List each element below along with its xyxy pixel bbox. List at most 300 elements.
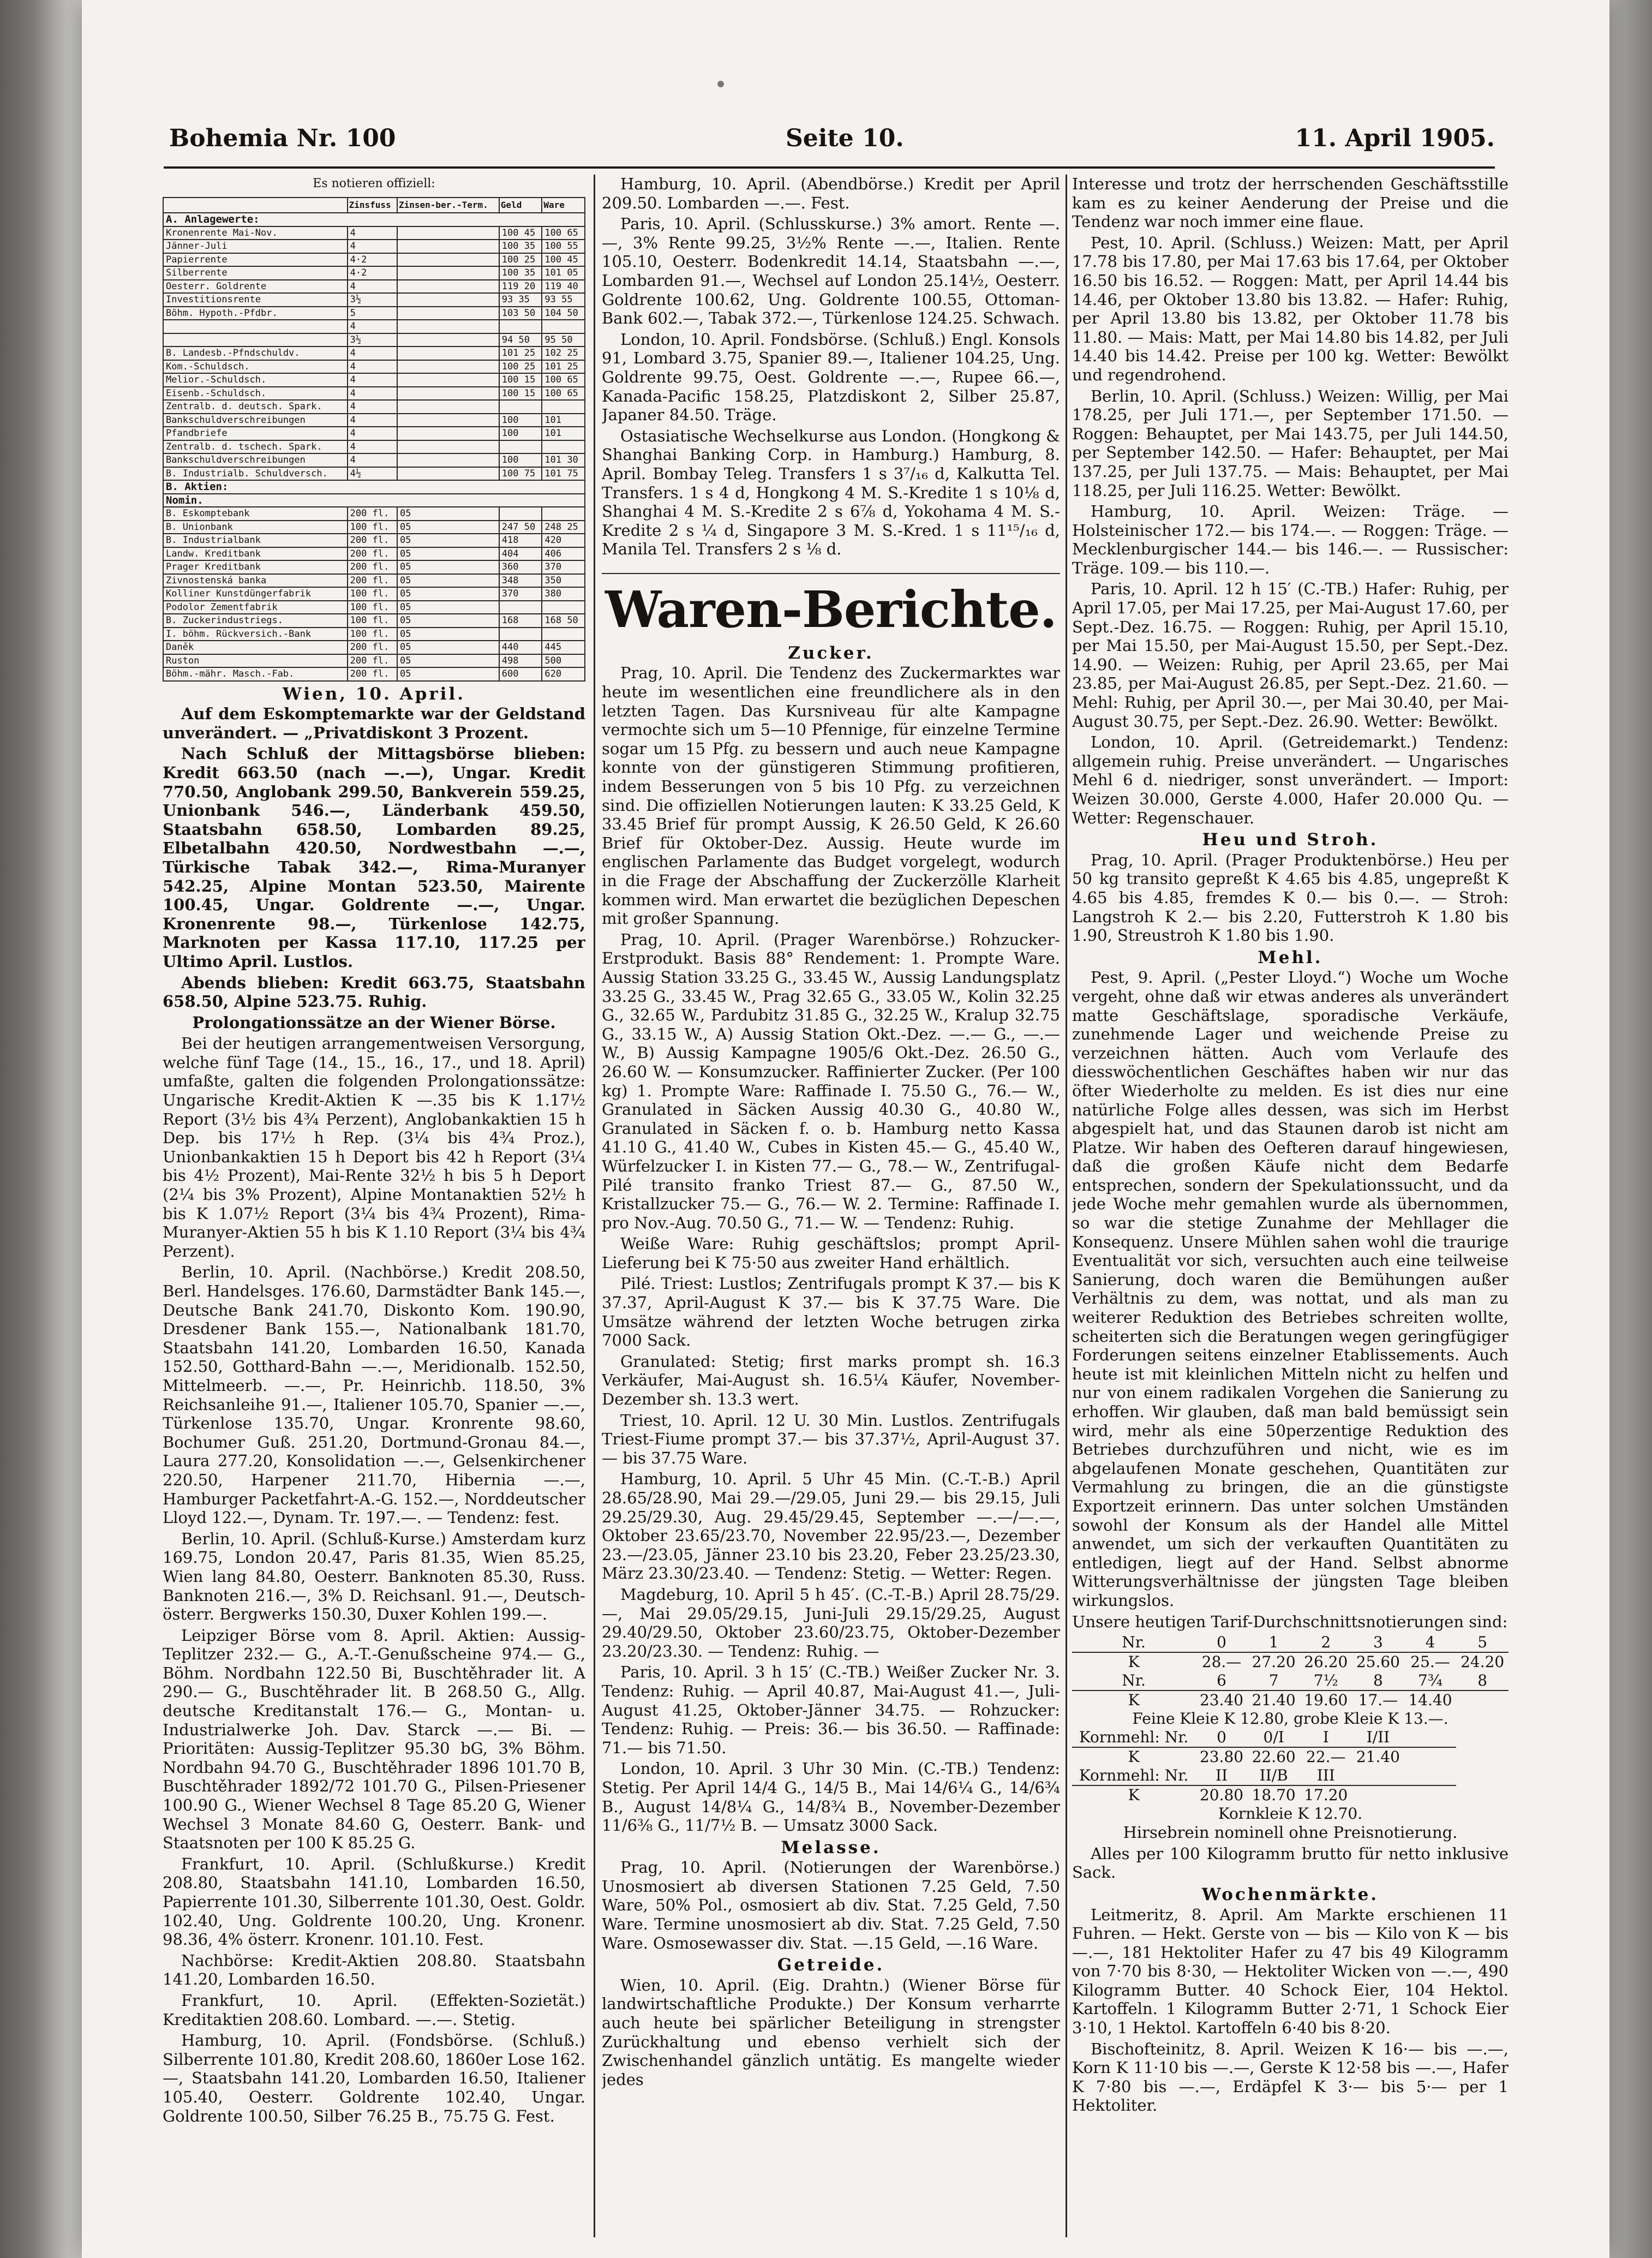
bond-term	[397, 414, 499, 427]
table-row	[163, 293, 585, 307]
bond-ask-price: 101	[542, 427, 585, 440]
bond-term	[397, 453, 499, 467]
bond-bid-price: 100	[499, 427, 542, 440]
col-head-ware: Ware	[542, 198, 585, 213]
tariff-cell: 14.40	[1404, 1690, 1457, 1710]
section-heading: Zucker.	[788, 643, 874, 663]
table-row	[163, 654, 585, 668]
tariff-cell	[1404, 1785, 1457, 1805]
section-heading: Mehl.	[1258, 947, 1323, 967]
tariff-row	[1072, 1633, 1509, 1652]
bond-rate: 4	[348, 440, 397, 454]
bond-ask-price: 101 75	[542, 467, 585, 481]
bond-bid-price: 100 25	[499, 253, 542, 267]
tariff-cell: 7	[1268, 1671, 1279, 1690]
bond-ask-price: 101 30	[542, 453, 585, 467]
column-2-commodity-text	[602, 644, 1060, 2089]
tariff-row	[1072, 1690, 1509, 1710]
share-term: 05	[397, 628, 499, 641]
bond-bid-price: 100 35	[499, 240, 542, 253]
tariff-cell: 17.—	[1352, 1690, 1404, 1710]
bond-rate: 3½	[348, 333, 397, 347]
col-head-geld: Geld	[499, 198, 542, 213]
column-3-text	[1072, 175, 1509, 1631]
share-security-name: Zivnostenská banka	[163, 574, 348, 588]
bond-security-name: Bankschuldverschreibungen	[163, 453, 348, 467]
table-row	[163, 333, 585, 347]
news-paragraph: Paris, 10. April. 3 h 15′ (C.-TB.) Weißer Zucker Nr. 3. Tendenz: Ruhig. — April 40.87, Mai-August 41.—, Juli-August 41.25, Oktober-Jänner 34.75. — Rohzucker: Tendenz: Ruhig. — Preis: 36.— bis 36.50. — Raffinade: 71.— bis 71.50.	[602, 1663, 1060, 1757]
bond-security-name: Papierrente	[163, 253, 348, 267]
share-bid-price	[499, 507, 542, 521]
share-bid-price	[499, 628, 542, 641]
bond-security-name: Zentralb. d. deutsch. Spark.	[163, 400, 348, 414]
bond-term	[397, 400, 499, 414]
bond-rate: 4	[348, 347, 397, 360]
share-rate: 100 fl.	[348, 587, 397, 601]
share-ask-price: 500	[542, 654, 585, 668]
tariff-cell: 25.—	[1404, 1652, 1457, 1671]
securities-table-body	[163, 213, 585, 681]
bond-term	[397, 307, 499, 320]
share-ask-price: 445	[542, 641, 585, 654]
tariff-cell: 4	[1425, 1633, 1435, 1652]
share-rate: 100 fl.	[348, 521, 397, 534]
share-ask-price	[542, 628, 585, 641]
table-row	[163, 614, 585, 628]
bond-bid-price	[499, 440, 542, 454]
news-paragraph: Prag, 10. April. (Prager Warenbörse.) Rohzucker-Erstprodukt. Basis 88° Rendement: 1. Prompte Ware. Aussig Station 33.25 G., 33.45 W., Aussig Landungsplatz 33.25 G., 33.45 W., Prag 32.65 G., 33.05 W., Kolin 32.25 G., 32.65 W., Pardubitz 31.85 G., 32.25 W., Kralup 32.75 G., 33.15 W., A) Aussig Station Okt.-Dez. —.— G., —.— W., B) Aussig Kampagne 1905/6 Okt.-Dez. 26.50 G., 26.60 W. — Konsumzucker. Raffinierter Zucker. (Per 100 kg) 1. Prompte Ware: Raffinade I. 75.50 G., 76.— W., Granulated in Säcken Aussig 40.30 G., 40.80 W., Granulated in Säcken f. o. b. Hamburg netto Kassa 41.10 G., 41.40 W., Cubes in Kisten 45.— G., 45.40 W., Würfelzucker I. in Kisten 77.— G., 78.— W., Zentrifugal-Pilé transito franko Triest 87.— G., 87.50 W., Kristallzucker 75.— G., 76.— W. 2. Termine: Raffinade I. pro Nov.-Aug. 70.50 G., 71.— W. — Tendenz: Ruhig.	[602, 930, 1060, 1232]
bond-rate: 5	[348, 307, 397, 320]
bond-security-name: Bankschuldverschreibungen	[163, 414, 348, 427]
share-security-name: Podolor Zementfabrik	[163, 601, 348, 614]
table-row	[163, 574, 585, 588]
tariff-cell: 6	[1217, 1671, 1226, 1690]
tariff-cell: 17.20	[1300, 1785, 1352, 1805]
news-paragraph: Paris, 10. April. 12 h 15′ (C.-TB.) Hafer: Ruhig, per April 17.05, per Mai 17.25, per Mai-August 17.60, per Sept.-Dez. 16.75. — Roggen: Ruhig, per April 15.10, per Mai 15.50, per Mai-August 15.50, per Sept.-Dez. 14.90. — Weizen: Ruhig, per April 23.65, per Mai 23.85, per Mai-August 26.85, per Sept.-Dez. 21.60. — Mehl: Ruhig, per April 30.—, per Mai 30.40, per Mai-August 30.75, per Sept.-Dez. 26.90. Wetter: Bewölkt.	[1072, 580, 1509, 731]
column-2	[602, 175, 1060, 2237]
section-heading: Melasse.	[781, 1837, 881, 1857]
share-rate: 200 fl.	[348, 547, 397, 561]
bond-ask-price: 101 05	[542, 266, 585, 280]
bond-rate: 4	[348, 414, 397, 427]
tariff-cell: Kornkleie K 12.70.	[1218, 1805, 1363, 1823]
tariff-cell: 28.—	[1195, 1652, 1248, 1671]
news-paragraph: Triest, 10. April. 12 U. 30 Min. Lustlos. Zentrifugals Triest-Fiume prompt 37.— bis 37.37½, April-August 37.— bis 37.75 Ware.	[602, 1411, 1060, 1467]
column-rule-2	[1066, 175, 1067, 2237]
share-security-name: B. Eskomptebank	[163, 507, 348, 521]
bond-bid-price: 100 35	[499, 266, 542, 280]
news-paragraph: Paris, 10. April. (Schlusskurse.) 3% amort. Rente —.—, 3% Rente 99.25, 3½% Rente —.—, Italien. Rente 105.10, Oesterr. Bodenkredit 14.14, Staatsbahn —.—, Lombarden 91.—, Wechsel auf London 25.14½, Oesterr. Goldrente 100.62, Ung. Goldrente 100.55, Ottoman-Bank 602.—, Tabak 372.—, Türkenlose 124.25. Schwach.	[602, 214, 1060, 328]
bond-ask-price: 100 65	[542, 226, 585, 240]
table-subhead-row	[163, 494, 585, 507]
bond-term	[397, 253, 499, 267]
tariff-cell: 2	[1321, 1633, 1331, 1652]
table-row	[163, 601, 585, 614]
tariff-cell: 1	[1268, 1633, 1279, 1652]
table-row	[163, 320, 585, 333]
bond-term	[397, 373, 499, 387]
tariff-cell: Kornmehl: Nr.	[1079, 1766, 1189, 1785]
bond-bid-price: 100 75	[499, 467, 542, 481]
tariff-cell: 27.20	[1248, 1652, 1300, 1671]
share-ask-price: 248 25	[542, 521, 585, 534]
table-header-row	[163, 198, 585, 213]
table-row	[163, 414, 585, 427]
bond-rate: 4	[348, 280, 397, 294]
news-paragraph: Hamburg, 10. April. Weizen: Träge. — Holsteinischer 172.— bis 174.—. — Roggen: Träge. — Mecklenburgischer 144.— bis 146.—. — Russischer: Träge. 109.— bis 110.—.	[1072, 502, 1509, 577]
bond-rate: 4	[348, 453, 397, 467]
share-term: 05	[397, 560, 499, 574]
bond-rate: 4	[348, 360, 397, 374]
share-term: 05	[397, 601, 499, 614]
bond-rate: 4·2	[348, 253, 397, 267]
bond-term	[397, 427, 499, 440]
table-row	[163, 440, 585, 454]
bond-bid-price	[499, 320, 542, 333]
bond-security-name: Melior.-Schuldsch.	[163, 373, 348, 387]
share-rate: 200 fl.	[348, 574, 397, 588]
share-bid-price: 498	[499, 654, 542, 668]
news-paragraph: Hirsebrein nominell ohne Preisnotierung.	[1123, 1823, 1458, 1842]
tariff-row	[1072, 1805, 1509, 1823]
section-a-heading: A. Anlagewerte:	[163, 213, 585, 226]
section-heading: Wochenmärkte.	[1201, 1884, 1379, 1904]
share-security-name: Ruston	[163, 654, 348, 668]
bond-security-name: B. Landesb.-Pfndschuldv.	[163, 347, 348, 360]
tariff-cell	[1352, 1785, 1404, 1805]
tariff-cell: I/II	[1366, 1728, 1390, 1747]
table-row	[163, 307, 585, 320]
bond-bid-price: 101 25	[499, 347, 542, 360]
tariff-cell	[1456, 1690, 1509, 1710]
bond-security-name: Investitionsrente	[163, 293, 348, 307]
share-term: 05	[397, 614, 499, 628]
bond-bid-price: 103 50	[499, 307, 542, 320]
bond-security-name	[163, 320, 348, 333]
news-paragraph: Bischofteinitz, 8. April. Weizen K 16·— bis —.—, Korn K 11·10 bis —.—, Gerste K 12·58 bis —.—, Hafer K 7·80 bis —.—, Erdäpfel K 3·— bis 5·— per 1 Hektoliter.	[1072, 2039, 1509, 2115]
news-paragraph: London, 10. April. 3 Uhr 30 Min. (C.-TB.) Tendenz: Stetig. Per April 14/4 G., 14/5 B., Mai 14/6¼ G., 14/6¾ B., August 14/8¼ G., 14/8¾ B., November-Dezember 11/6⅜ G., 11/7½ B. — Umsatz 3000 Sack.	[602, 1759, 1060, 1835]
news-paragraph: Prag, 10. April. Die Tendenz des Zuckermarktes war heute im wesentlichen eine freundlichere als in den letzten Tagen. Das Kursniveau für alte Kampagne vermochte sich um 5—10 Pfennige, für einzelne Termine sogar um 15 Pfg. zu bessern und auch neue Kampagne konnte von der günstigeren Stimmung profitieren, indem Besserungen von 5 bis 10 Pfg. zu verzeichnen sind. Die offiziellen Notierungen lauten: K 33.25 Geld, K 33.45 Brief für prompt Aussig, K 26.50 Geld, K 26.60 Brief für Oktober-Dez. Aussig. Heute wurde im englischen Parlamente das Budget vorgelegt, wodurch in die Frage der Abschaffung der Zuckerzölle Klarheit kommen wird. Man erwartet die bezüglichen Depeschen mit großer Spannung.	[602, 664, 1060, 928]
table-row	[163, 560, 585, 574]
tariff-cell: K	[1072, 1747, 1195, 1766]
bond-term	[397, 293, 499, 307]
tariff-cell: 22.60	[1248, 1747, 1300, 1766]
share-term: 05	[397, 534, 499, 547]
tariff-cell: 20.80	[1195, 1785, 1248, 1805]
table-row	[163, 373, 585, 387]
table-row	[163, 226, 585, 240]
table-row	[163, 587, 585, 601]
share-security-name: Landw. Kreditbank	[163, 547, 348, 561]
news-paragraph: Pest, 9. April. („Pester Lloyd.“) Woche um Woche vergeht, ohne daß wir etwas anderes als unverändert matte Geschäftslage, sporadische Verkäufe, zunehmende Lager und weichende Preise zu verzeichnen hätten. Auch vom Verlaufe des diesswöchentlichen Geschäftes haben wir nur das öfter Wiederholte zu melden. Es ist dies nur eine natürliche Folge alles dessen, was sich im Herbst abgespielt hat, und das Staunen darob ist nicht am Platze. Wir haben des Oefteren darauf hingewiesen, daß die großen Käufe nicht dem Bedarfe entsprechen, sondern der Spekulationssucht, und da jede Woche mehr gemahlen wurde als übernommen, so war die stetige Zunahme der Mehllager die Konsequenz. Unsere Mühlen sahen wohl die traurige Eventualität vor sich, versuchten auch eine teilweise Sanierung, doch waren die Bemühungen außer Verhältnis zu dem, was nottat, und als man zu weiterer Reduktion des Betriebes schreiten wollte, scheiterten sich die Beratungen wegen geringfügiger Forderungen seitens einzelner Etablissements. Auch heute ist mit kleinlichen Mitteln nicht zu helfen und nur von einem radikalen Vorgehen die Sanierung zu erhoffen. Wir glauben, daß man bald bemüssigt sein wird, mehr als eine 50perzentige Reduktion des Betriebes durchzuführen und nicht, wie es im abgelaufenen Monate geschehen, Quantitäten zur Vermahlung zu bringen, die an die günstigste Exportzeit erinnern. Das unter solchen Umständen sowohl der Konsum als der Handel alle Mittel anwendet, um sich der verkauften Quantitäten zu entledigen, liegt auf der Hand. Selbst abnorme Witterungsverhältnisse der jüngsten Tage bleiben wirkungslos.	[1072, 968, 1509, 1610]
table-row	[163, 534, 585, 547]
bond-ask-price: 102 25	[542, 347, 585, 360]
news-paragraph: Hamburg, 10. April. (Fondsbörse. (Schluß.) Silberrente 101.80, Kredit 208.60, 1860er Lose 162.—, Staatsbahn 141.20, Lombarden 16.50, Italiener 105.40, Oesterr. Goldrente 102.40, Ungar. Goldrente 100.50, Silber 76.25 B., 75.75 G. Fest.	[163, 2031, 585, 2125]
table-subhead-row	[163, 480, 585, 494]
bond-security-name: B. Industrialb. Schuldversch.	[163, 467, 348, 481]
bond-security-name: Eisenb.-Schuldsch.	[163, 387, 348, 401]
table-row	[163, 360, 585, 374]
bond-bid-price	[499, 400, 542, 414]
share-rate: 200 fl.	[348, 667, 397, 681]
table-row	[163, 628, 585, 641]
tariff-table	[1072, 1633, 1509, 1823]
section-heading: Wien, 10. April.	[282, 684, 466, 704]
news-paragraph: London, 10. April. (Getreidemarkt.) Tendenz: allgemein ruhig. Preise unverändert. — Ungarisches Mehl 6 d. niedriger, sonst unverändert. — Import: Weizen 30.000, Gerste 4.000, Hafer 20.000 Qu. — Wetter: Regenschauer.	[1072, 733, 1509, 827]
bond-rate: 4	[348, 226, 397, 240]
share-ask-price: 168 50	[542, 614, 585, 628]
news-paragraph: Leitmeritz, 8. April. Am Markte erschienen 11 Fuhren. — Hekt. Gerste von — bis — Kilo von K — bis —.—, 181 Hektoliter Hafer zu 47 bis 49 Kilogramm von 7·70 bis 8·30, — Hektoliter Wicken von —.—, 490 Kilogramm Butter. 40 Schock Eier, 104 Hektol. Kartoffeln. 1 Kilogramm Butter 2·71, 1 Schock Eier 3·10, 1 Hektol. Kartoffeln 6·40 bis 8·20.	[1072, 1905, 1509, 2038]
share-ask-price: 370	[542, 560, 585, 574]
bond-bid-price: 100 25	[499, 360, 542, 374]
bond-term	[397, 280, 499, 294]
bond-ask-price: 93 55	[542, 293, 585, 307]
tariff-cell: 18.70	[1248, 1785, 1300, 1805]
table-row	[163, 266, 585, 280]
bond-rate: 4	[348, 373, 397, 387]
tariff-cell: Feine Kleie K 12.80, grobe Kleie K 13.—.	[1132, 1710, 1449, 1728]
bond-security-name: Kom.-Schuldsch.	[163, 360, 348, 374]
tariff-cell: 21.40	[1248, 1690, 1300, 1710]
share-security-name: B. Industrialbank	[163, 534, 348, 547]
bond-security-name: Silberrente	[163, 266, 348, 280]
header-rule	[164, 166, 1495, 169]
bond-rate: 4	[348, 320, 397, 333]
column-rule-1	[594, 175, 595, 2237]
share-rate: 100 fl.	[348, 614, 397, 628]
tariff-cell: K	[1072, 1785, 1195, 1805]
share-bid-price: 440	[499, 641, 542, 654]
share-term: 05	[397, 547, 499, 561]
share-security-name: I. böhm. Rückversich.-Bank	[163, 628, 348, 641]
share-term: 05	[397, 521, 499, 534]
bond-bid-price: 100	[499, 414, 542, 427]
bond-term	[397, 333, 499, 347]
table-row	[163, 427, 585, 440]
bond-ask-price: 101	[542, 414, 585, 427]
bond-rate: 3½	[348, 293, 397, 307]
bond-term	[397, 240, 499, 253]
tariff-cell	[1352, 1766, 1404, 1785]
news-paragraph: Pest, 10. April. (Schluss.) Weizen: Matt, per April 17.78 bis 17.80, per Mai 17.63 bis 17.64, per Oktober 16.50 bis 16.52. — Roggen: Matt, per April 14.44 bis 14.46, per Oktober 13.80 bis 13.82. — Hafer: Ruhig, per April 13.80 bis 13.82, per Oktober 11.78 bis 11.80. — Mais: Matt, per Mai 14.80 bis 14.82, per Juli 14.40 bis 14.42. Preise per 100 kg. Wetter: Bewölkt und regendrohend.	[1072, 233, 1509, 384]
tariff-row	[1072, 1710, 1509, 1728]
share-rate: 200 fl.	[348, 560, 397, 574]
share-bid-price: 600	[499, 667, 542, 681]
bond-rate: 4·2	[348, 266, 397, 280]
share-security-name: B. Unionbank	[163, 521, 348, 534]
column-1-text	[163, 685, 585, 2126]
news-paragraph: Prag, 10. April. (Prager Produktenbörse.) Heu per 50 kg transito gepreßt K 4.65 bis 4.85, ungepreßt K 4.65 bis 4.85, fremdes K 0.— bis 0.—. — Stroh: Langstroh K 2.— bis 2.20, Futterstroh K 1.80 bis 1.90, Streustroh K 1.80 bis 1.90.	[1072, 850, 1509, 945]
bond-ask-price	[542, 400, 585, 414]
bond-ask-price: 100 45	[542, 253, 585, 267]
news-paragraph: Frankfurt, 10. April. (Effekten-Sozietät.) Kreditaktien 208.60. Lombard. —.—. Stetig.	[163, 1991, 585, 2029]
news-paragraph: Berlin, 10. April. (Schluß-Kurse.) Amsterdam kurz 169.75, London 20.47, Paris 81.35, Wien 85.25, Wien lang 84.80, Oesterr. Banknoten 85.30, Russ. Banknoten 216.—, 3% D. Reichsanl. 91.—, Deutsch-österr. Bergwerks 150.30, Duxer Kohlen 199.—.	[163, 1529, 585, 1624]
bond-ask-price	[542, 320, 585, 333]
tariff-cell: 0	[1217, 1728, 1226, 1747]
tariff-cell: 23.40	[1195, 1690, 1248, 1710]
paper-hole	[717, 81, 724, 87]
share-ask-price: 350	[542, 574, 585, 588]
bond-bid-price: 100	[499, 453, 542, 467]
news-paragraph: Wien, 10. April. (Eig. Drahtn.) (Wiener Börse für landwirtschaftliche Produkte.) Der Konsum verharrte auch heute bei spärlicher Beteiligung in strengster Zurückhaltung und ebenso verhielt sich der Zwischenhandel gänzlich untätig. Es mangelte wieder jedes	[602, 1975, 1060, 2089]
tariff-cell: 19.60	[1300, 1690, 1352, 1710]
bond-security-name: Böhm. Hypoth.-Pfdbr.	[163, 307, 348, 320]
tariff-row	[1072, 1766, 1509, 1785]
share-security-name: Daněk	[163, 641, 348, 654]
share-rate: 200 fl.	[348, 641, 397, 654]
table-row	[163, 387, 585, 401]
share-ask-price	[542, 507, 585, 521]
news-paragraph: Auf dem Eskomptemarkte war der Geldstand unverändert. — „Privatdiskont 3 Prozent.	[163, 704, 585, 742]
bond-security-name: Pfandbriefe	[163, 427, 348, 440]
news-paragraph: Hamburg, 10. April. (Abendbörse.) Kredit per April 209.50. Lombarden —.—. Fest.	[602, 175, 1060, 212]
bond-bid-price: 93 35	[499, 293, 542, 307]
bond-term	[397, 467, 499, 481]
tariff-cell: 3	[1373, 1633, 1383, 1652]
bond-term	[397, 440, 499, 454]
section-heading: Heu und Stroh.	[1202, 830, 1379, 850]
bond-bid-price: 119 20	[499, 280, 542, 294]
share-term: 05	[397, 574, 499, 588]
share-bid-price: 418	[499, 534, 542, 547]
table-row	[163, 507, 585, 521]
news-paragraph: Unsere heutigen Tarif-Durchschnittsnotierungen sind:	[1072, 1612, 1508, 1631]
bond-rate: 4	[348, 427, 397, 440]
waren-berichte-title: Waren-Berichte.	[605, 580, 1057, 639]
share-term: 05	[397, 641, 499, 654]
table-row	[163, 347, 585, 360]
tariff-cell	[1404, 1766, 1457, 1785]
bond-term	[397, 347, 499, 360]
running-header	[169, 124, 1495, 163]
share-ask-price: 620	[542, 667, 585, 681]
share-rate: 100 fl.	[348, 628, 397, 641]
table-row	[163, 280, 585, 294]
bond-ask-price	[542, 440, 585, 454]
share-bid-price: 360	[499, 560, 542, 574]
bond-term	[397, 266, 499, 280]
share-bid-price: 247 50	[499, 521, 542, 534]
news-paragraph: Berlin, 10. April. (Schluss.) Weizen: Willig, per Mai 178.25, per Juli 171.—, per September 171.50. — Roggen: Behauptet, per Mai 143.75, per Juli 144.50, per September 142.50. — Hafer: Behauptet, per Mai 137.25, per Juli 137.75. — Mais: Behauptet, per Mai 118.25, per Juli 116.25. Wetter: Bewölkt.	[1072, 386, 1509, 500]
tariff-cell: Kornmehl: Nr.	[1079, 1728, 1189, 1747]
bond-security-name: Kronenrente Mai-Nov.	[163, 226, 348, 240]
share-bid-price: 404	[499, 547, 542, 561]
share-rate: 200 fl.	[348, 654, 397, 668]
bond-term	[397, 226, 499, 240]
bond-rate: 4½	[348, 467, 397, 481]
share-rate: 200 fl.	[348, 507, 397, 521]
col-head-zinsfuss: Zinsfuss	[348, 198, 397, 213]
share-ask-price	[542, 601, 585, 614]
bond-ask-price: 100 55	[542, 240, 585, 253]
tariff-cell: 7½	[1313, 1671, 1338, 1690]
news-paragraph: Ostasiatische Wechselkurse aus London. (Hongkong & Shanghai Banking Corp. in Hamburg.) Hamburg, 8. April. Bombay Teleg. Transfers 1 s 3⁷/₁₆ d, Kalkutta Tel. Transfers. 1 s 4 d, Hongkong 4 M. S.-Kredite 1 s 10⅛ d, Shanghai 4 M. S.-Kredite 2 s 6⅞ d, Yokohama 4 M. S.-Kredite 2 s ¼ d, Singapore 3 M. S.-Kred. 1 s 11¹⁵/₁₆ d, Manila Tel. Transfers 2 s ⅛ d.	[602, 426, 1060, 559]
column-1	[163, 175, 585, 2237]
share-ask-price: 406	[542, 547, 585, 561]
news-paragraph: Abends blieben: Kredit 663.75, Staatsbahn 658.50, Alpine 523.75. Ruhig.	[163, 973, 585, 1011]
news-paragraph: Nach Schluß der Mittagsbörse blieben: Kredit 663.50 (nach —.—), Ungar. Kredit 770.50, Anglobank 299.50, Bankverein 559.25, Unionbank 546.—, Länderbank 459.50, Staatsbahn 658.50, Lombarden 89.25, Elbetalbahn 420.50, Nordwestbahn —.—, Türkische Tabak 342.—, Rima-Muranyer 542.25, Alpine Montan 523.50, Mairente 100.45, Ungar. Goldrente —.—, Ungar. Kronenrente 98.—, Türkenlose 142.75, Marknoten per Kassa 117.10, 117.25 per Ultimo April. Lustlos.	[163, 744, 585, 971]
news-paragraph: Berlin, 10. April. (Nachbörse.) Kredit 208.50, Berl. Handelsges. 176.60, Darmstädter Bank 145.—, Deutsche Bank 241.70, Diskonto Kom. 190.90, Dresdener Bank 155.—, Nationalbank 181.70, Staatsbahn 141.20, Lombarden 16.50, Kanada 152.50, Gotthard-Bahn —.—, Meridionalb. 152.50, Mittelmeerb. —.—, Pr. Heinrichb. 118.50, 3% Reichsanleihe 91.—, Italiener 105.70, Spanier —.—, Türkenlose 135.70, Ungar. Kronrente 98.60, Bochumer Guß. 251.20, Dortmund-Gronau 84.—, Laura 277.20, Konsolidation —.—, Gelsenkirchener 220.50, Harpener 211.70, Hibernia —.—, Hamburger Packetfahrt-A.-G. 152.—, Norddeutscher Lloyd 122.—, Dynam. Tr. 197.—. — Tendenz: fest.	[163, 1263, 585, 1527]
news-paragraph: Magdeburg, 10. April 5 h 45′. (C.-T.-B.) April 28.75/29.—, Mai 29.05/29.15, Juni-Juli 29.15/29.25, August 29.40/29.50, Oktober 23.60/23.75, Oktober-Dezember 23.20/23.30. — Tendenz: Ruhig. —	[602, 1585, 1060, 1660]
bond-security-name: Oesterr. Goldrente	[163, 280, 348, 294]
table-caption: Es notieren offiziell:	[313, 177, 435, 190]
col-head-name	[163, 198, 348, 213]
news-paragraph: London, 10. April. Fondsbörse. (Schluß.) Engl. Konsols 91, Lombard 3.75, Spanier 89.—, Italiener 104.25, Ung. Goldrente 99.75, Oest. Goldrente —.—, Rupee 66.—, Kanada-Pacific 158.25, Platzdiskont 2, Silber 25.87, Japaner 84.50. Träge.	[602, 330, 1060, 425]
column-3	[1072, 175, 1509, 2237]
header-journal: Bohemia Nr. 100	[169, 124, 396, 152]
tariff-cell: 26.20	[1300, 1652, 1352, 1671]
tariff-cell: 8	[1373, 1671, 1383, 1690]
share-term: 05	[397, 654, 499, 668]
tariff-cell: Nr.	[1122, 1633, 1146, 1652]
share-security-name: Böhm.-mähr. Masch.-Fab.	[163, 667, 348, 681]
tariff-cell: 24.20	[1456, 1652, 1509, 1671]
securities-table	[163, 197, 585, 682]
tariff-cell: 22.—	[1300, 1747, 1352, 1766]
bond-bid-price: 100 15	[499, 387, 542, 401]
column-3-market-text	[1072, 1823, 1509, 2115]
bond-security-name: Zentralb. d. tschech. Spark.	[163, 440, 348, 454]
bond-ask-price: 104 50	[542, 307, 585, 320]
bond-bid-price: 94 50	[499, 333, 542, 347]
tariff-cell: II/B	[1259, 1766, 1288, 1785]
table-row	[163, 467, 585, 481]
section-heading: Getreide.	[777, 1955, 885, 1975]
nominal-label: Nomin.	[163, 494, 585, 507]
bond-ask-price: 100 65	[542, 387, 585, 401]
header-date: 11. April 1905.	[1295, 124, 1495, 152]
tariff-row	[1072, 1671, 1509, 1690]
news-paragraph: Nachbörse: Kredit-Aktien 208.80. Staatsbahn 141.20, Lombarden 16.50.	[163, 1951, 585, 1989]
tariff-cell: Nr.	[1122, 1671, 1146, 1690]
bond-rate: 4	[348, 240, 397, 253]
share-term: 05	[397, 507, 499, 521]
share-security-name: Kolliner Kunstdüngerfabrik	[163, 587, 348, 601]
col-head-term: Zinsen-ber.-Term.	[397, 198, 499, 213]
tariff-cell: III	[1316, 1766, 1335, 1785]
news-paragraph: Prolongationssätze an der Wiener Börse.	[192, 1013, 556, 1032]
share-term: 05	[397, 587, 499, 601]
share-rate: 100 fl.	[348, 601, 397, 614]
tariff-cell	[1404, 1728, 1457, 1747]
table-row	[163, 521, 585, 534]
share-term: 05	[397, 667, 499, 681]
tariff-cell: 0/I	[1263, 1728, 1284, 1747]
bond-security-name: Jänner-Juli	[163, 240, 348, 253]
tariff-cell: 8	[1477, 1671, 1488, 1690]
tariff-cell: K	[1072, 1690, 1195, 1710]
news-paragraph: Granulated: Stetig; first marks prompt sh. 16.3 Verkäufer, Mai-August sh. 16.5¼ Käufer, November-Dezember sh. 13.3 wert.	[602, 1352, 1060, 1409]
section-b-heading: B. Aktien:	[163, 480, 585, 494]
share-bid-price: 348	[499, 574, 542, 588]
share-rate: 200 fl.	[348, 534, 397, 547]
news-paragraph: Bei der heutigen arrangementweisen Versorgung, welche fünf Tage (14., 15., 16., 17., und 18. April) umfaßte, galten die folgenden Prolongationssätze: Ungarische Kredit-Aktien K —.35 bis K 1.17½ Report (3½ bis 4¾ Perzent), Anglobankaktien 15 h Dep. bis 17½ h Rep. (3¼ bis 4¾ Proz.), Unionbankaktien 15 h Deport bis 42 h Report (3¼ bis 4½ Prozent), Mai-Rente 32½ h bis 5 h Deport (2¼ bis 3% Prozent), Alpine Montanaktien 52½ h bis K 1.07½ Report (3¼ bis 4¾ Prozent), Rima-Muranyer-Aktien 55 h bis K 1.10 Report (3¼ bis 4¾ Perzent).	[163, 1034, 585, 1261]
news-paragraph: Pilé. Triest: Lustlos; Zentrifugals prompt K 37.— bis K 37.37, April-August K 37.— bis K 37.75 Ware. Die Umsätze während der letzten Woche betrugen zirka 7000 Sack.	[602, 1274, 1060, 1350]
table-subhead-row	[163, 213, 585, 226]
tariff-cell: 0	[1217, 1633, 1226, 1652]
bond-rate: 4	[348, 400, 397, 414]
news-paragraph: Leipziger Börse vom 8. April. Aktien: Aussig-Teplitzer 232.— G., A.-T.-Genußscheine 974.— G., Böhm. Nordbahn 122.50 Bi, Buschtěhrader lit. A 290.— G., Buschtěhrader lit. B 268.50 G., Allg. deutsche Kreditanstalt 176.— G., Montan- u. Industrialwerke Joh. Dav. Starck —.— Bi. — Prioritäten: Aussig-Teplitzer 95.30 bG, 3% Böhm. Nordbahn 94.70 G., Buschtěhrader 1896 101.70 B, Buschtěhrader 1892/72 101.70 G., Pilsen-Priesener 100.90 G., Wiener Wechsel 8 Tage 85.20 G, Wiener Wechsel 3 Monate 84.60 G, Oesterr. Bank- und Staatsnoten per 100 K 85.25 G.	[163, 1626, 585, 1853]
share-bid-price: 370	[499, 587, 542, 601]
news-paragraph: Prag, 10. April. (Notierungen der Warenbörse.) Unosmosiert ab diversen Stationen 7.25 Geld, 7.50 Ware, 50% Pol., osmosiert ab div. Stat. 7.25 Geld, 7.50 Ware. Termine unosmosiert ab div. Stat. 7.25 Geld, 7.50 Ware. Osmosewasser div. Stat. —.15 Geld, —.16 Ware.	[602, 1858, 1060, 1952]
header-page-number: Seite 10.	[786, 124, 904, 152]
bond-ask-price: 95 50	[542, 333, 585, 347]
news-paragraph: Hamburg, 10. April. 5 Uhr 45 Min. (C.-T.-B.) April 28.65/28.90, Mai 29.—/29.05, Juni 29.— bis 29.15, Juli 29.25/29.30, Aug. 29.45/29.45, September —.—/—.—, Oktober 23.65/23.70, November 22.95/23.—, Dezember 23.—/23.05, Jänner 23.10 bis 23.20, Feber 23.25/23.30, März 23.30/23.40. — Tendenz: Stetig. — Wetter: Regen.	[602, 1470, 1060, 1583]
table-row	[163, 667, 585, 681]
tariff-row	[1072, 1728, 1509, 1747]
bond-term	[397, 387, 499, 401]
section-rule	[602, 573, 1060, 574]
